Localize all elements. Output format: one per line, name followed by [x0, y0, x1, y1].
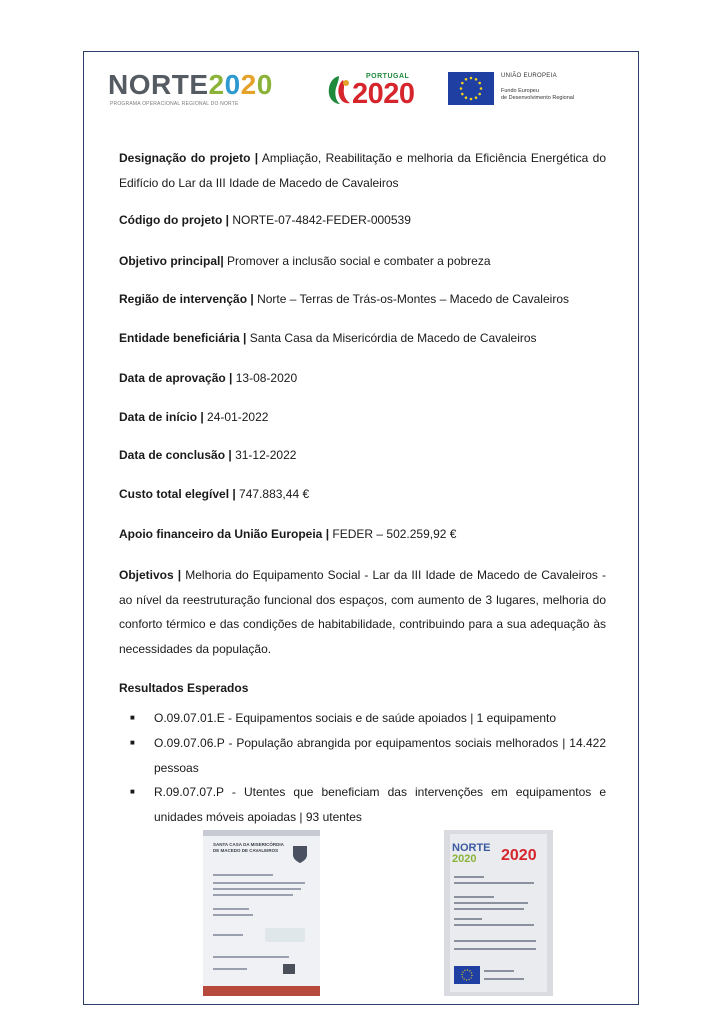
sign-text-line — [213, 894, 293, 896]
sign-text-line — [213, 908, 249, 910]
field-value: Norte – Terras de Trás-os-Montes – Macedo de Cavaleiros — [253, 292, 569, 306]
project-sign-photo — [203, 830, 320, 996]
sign-text-line — [213, 914, 253, 916]
result-item: R.09.07.07.P - Utentes que beneficiam das intervenções em equipamentos e unidades móveis apoiadas | 93 utentes — [154, 785, 606, 824]
norte2020-logo — [108, 70, 313, 110]
sign-text-line — [454, 924, 534, 926]
field-value: Ampliação, Reabilitação e melhoria da Eficiência Energética do Edifício do Lar da III Idade de Macedo de Cavaleiros — [119, 151, 607, 190]
eu-title: UNIÃO EUROPEIA — [501, 73, 557, 79]
field-value: 24-01-2022 — [203, 410, 269, 424]
portugal-year: 2020 — [352, 78, 415, 110]
field-entidade — [119, 326, 606, 351]
field-label: Data de aprovação | — [119, 371, 233, 385]
sign-text-line — [213, 968, 247, 970]
eu-flag-icon — [448, 72, 494, 105]
norte2020-wordmark — [108, 70, 273, 100]
portugal-label: PORTUGAL — [366, 73, 410, 80]
field-value: Santa Casa da Misericórdia de Macedo de Cavaleiros — [246, 331, 537, 345]
eu-fund-line1: Fundo Europeu — [501, 88, 539, 94]
field-objetivos — [119, 563, 606, 661]
field-apoio-financeiro — [119, 522, 606, 547]
field-label: Código do projeto | — [119, 213, 230, 227]
norte-subtitle: PROGRAMA OPERACIONAL REGIONAL DO NORTE — [110, 101, 239, 107]
result-item: O.09.07.01.E - Equipamentos sociais e de saúde apoiados | 1 equipamento — [154, 711, 557, 725]
field-regiao — [119, 287, 606, 312]
bullet-icon: ■ — [130, 787, 135, 796]
field-value: Promover a inclusão social e combater a pobreza — [223, 254, 491, 268]
field-data-aprovacao — [119, 366, 606, 391]
sign-text-line — [454, 902, 528, 904]
field-label: Data de conclusão | — [119, 448, 232, 462]
sign-text-line — [454, 896, 494, 898]
field-label: Data de início | — [119, 410, 204, 424]
field-label: Objetivo principal| — [119, 254, 224, 268]
sign-text-line — [484, 970, 514, 972]
field-label: Designação do projeto | — [119, 151, 259, 165]
field-value: NORTE-07-4842-FEDER-000539 — [229, 213, 411, 227]
field-designacao — [119, 146, 606, 195]
results-title: Resultados Esperados — [119, 681, 249, 695]
sign-text-line — [213, 882, 305, 884]
sign-text-line — [484, 978, 524, 980]
field-label: Objetivos | — [119, 568, 182, 582]
coat-of-arms-icon — [291, 844, 309, 864]
field-value: 31-12-2022 — [231, 448, 297, 462]
sign-text-line — [454, 876, 484, 878]
photo-bottom-edge — [203, 986, 320, 996]
sign-heading: SANTA CASA DA MISERICÓRDIA DE MACEDO DE CAVALEIROS — [213, 842, 284, 853]
bullet-icon: ■ — [130, 738, 135, 747]
field-label: Região de intervenção | — [119, 292, 254, 306]
eu-fund-line2: de Desenvolvimento Regional — [501, 95, 575, 101]
portugal2020-logo — [326, 70, 438, 110]
inspection-logo — [283, 964, 295, 974]
sign-text-line — [454, 908, 524, 910]
field-custo-total — [119, 482, 606, 507]
sign-text-line — [213, 888, 301, 890]
field-objetivo-principal — [119, 249, 606, 274]
result-item: O.09.07.06.P - População abrangida por equipamentos sociais melhorados | 14.422 pessoas — [154, 736, 606, 775]
sign-eu-flag-icon — [454, 966, 480, 984]
sign-pt-year: 2020 — [501, 847, 537, 864]
eu-logo — [448, 72, 598, 108]
field-value: 13-08-2020 — [232, 371, 298, 385]
field-label: Entidade beneficiária | — [119, 331, 247, 345]
field-value: Melhoria do Equipamento Social - Lar da III Idade de Macedo de Cavaleiros - ao nível da reestruturação funcional dos espaços, com aumento de 3 lugares, melhoria do conforto térmico e das condições de habitabilidade, contribuindo para a sua adequação às necessidades da população. — [119, 568, 607, 656]
sign-text-line — [454, 948, 536, 950]
field-value: FEDER – 502.259,92 € — [329, 527, 457, 541]
sign-text-line — [213, 934, 243, 936]
field-codigo — [119, 208, 606, 233]
sign-text-line — [213, 956, 289, 958]
sign-text-line — [454, 918, 482, 920]
sign-norte-logo — [452, 843, 491, 865]
field-data-inicio — [119, 405, 606, 430]
field-data-conclusao — [119, 443, 606, 468]
sign-text-line — [213, 874, 273, 876]
field-label: Apoio financeiro da União Europeia | — [119, 527, 330, 541]
sign-text-line — [454, 882, 534, 884]
eu-funding-sign-photo — [444, 830, 553, 996]
norte-word: NORTE — [108, 69, 209, 100]
field-value: 747.883,44 € — [235, 487, 310, 501]
bullet-icon: ■ — [130, 713, 135, 722]
sign-text-line — [454, 940, 536, 942]
photo-top-edge — [203, 830, 320, 836]
field-label: Custo total elegível | — [119, 487, 236, 501]
sign-norte-word: NORTE — [452, 842, 491, 854]
sign-norte-year: 2020 — [452, 853, 477, 865]
norte-year: 2020 — [208, 69, 273, 100]
portugal-emblem-icon — [326, 74, 352, 106]
builder-logo — [265, 928, 305, 942]
